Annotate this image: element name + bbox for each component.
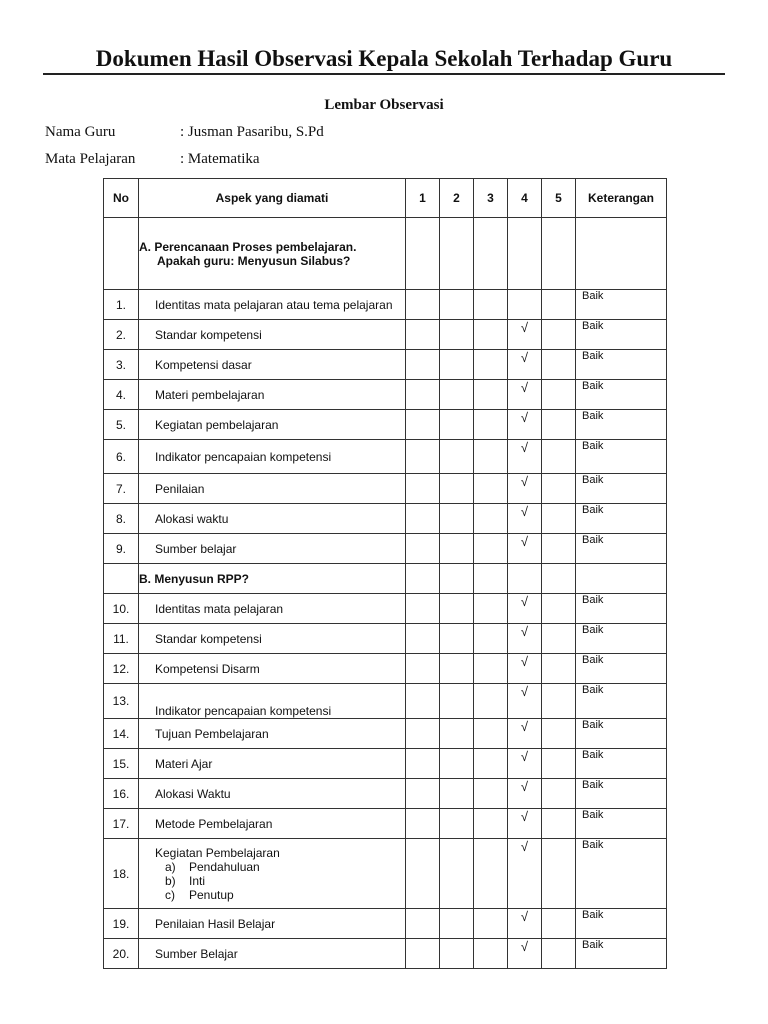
table-row — [104, 909, 667, 939]
score-cell-5 — [542, 380, 576, 410]
score-cell-4: √ — [508, 474, 542, 504]
score-cell-4: √ — [508, 624, 542, 654]
row-aspect: Indikator pencapaian kompetensi — [139, 684, 406, 719]
row-keterangan: Baik — [576, 909, 667, 939]
table-row — [104, 779, 667, 809]
row-aspect: Sumber belajar — [139, 534, 406, 564]
field-nama-guru — [45, 124, 324, 141]
score-cell-4: √ — [508, 909, 542, 939]
section-number-cell — [104, 564, 139, 594]
score-cell-2 — [440, 624, 474, 654]
row-aspect: Indikator pencapaian kompetensi — [139, 440, 406, 474]
row-aspect: Standar kompetensi — [139, 320, 406, 350]
sub-item — [155, 874, 405, 888]
score-cell-3 — [474, 504, 508, 534]
section-a-row — [104, 218, 667, 290]
score-cell-1 — [406, 939, 440, 969]
document-title: Dokumen Hasil Observasi Kepala Sekolah Terhadap Guru — [95, 46, 673, 71]
sub-item-letter: c) — [165, 887, 175, 902]
score-cell-2 — [440, 380, 474, 410]
row-number: 6. — [104, 440, 139, 474]
score-cell-3 — [474, 684, 508, 719]
table-row — [104, 350, 667, 380]
score-cell-5 — [542, 749, 576, 779]
score-cell-3 — [474, 779, 508, 809]
header-keterangan: Keterangan — [576, 179, 667, 218]
row-number: 8. — [104, 504, 139, 534]
row-aspect: Standar kompetensi — [139, 624, 406, 654]
score-cell-2 — [440, 504, 474, 534]
score-cell-2 — [440, 839, 474, 909]
table-row — [104, 809, 667, 839]
table-row — [104, 440, 667, 474]
header-score-1: 1 — [406, 179, 440, 218]
sub-item-text: Penutup — [189, 887, 234, 902]
score-cell-5 — [542, 410, 576, 440]
table-row — [104, 654, 667, 684]
score-cell-1 — [406, 684, 440, 719]
score-cell-2 — [440, 350, 474, 380]
score-cell-2 — [440, 809, 474, 839]
score-cell-5 — [542, 504, 576, 534]
score-cell-2 — [440, 749, 474, 779]
row-number: 2. — [104, 320, 139, 350]
row-aspect: Kegiatan Pembelajaran — [155, 845, 280, 860]
row-keterangan: Baik — [576, 624, 667, 654]
score-cell-4: √ — [508, 719, 542, 749]
table-row — [104, 474, 667, 504]
score-cell-4: √ — [508, 440, 542, 474]
score-cell-4: √ — [508, 534, 542, 564]
score-cell-5 — [542, 939, 576, 969]
row-keterangan: Baik — [576, 809, 667, 839]
score-cell-5 — [542, 684, 576, 719]
section-title: B. Menyusun RPP? — [139, 564, 406, 594]
row-keterangan: Baik — [576, 779, 667, 809]
score-cell-4 — [508, 218, 542, 290]
score-cell-2 — [440, 440, 474, 474]
score-cell-1 — [406, 654, 440, 684]
header-score-4: 4 — [508, 179, 542, 218]
section-title — [139, 218, 406, 290]
score-cell-4 — [508, 290, 542, 320]
score-cell-5 — [542, 564, 576, 594]
score-cell-3 — [474, 839, 508, 909]
score-cell-1 — [406, 749, 440, 779]
score-cell-3 — [474, 654, 508, 684]
score-cell-1 — [406, 380, 440, 410]
sub-item — [155, 860, 405, 874]
score-cell-4: √ — [508, 939, 542, 969]
score-cell-1 — [406, 594, 440, 624]
table-row — [104, 410, 667, 440]
score-cell-1 — [406, 909, 440, 939]
row-keterangan: Baik — [576, 654, 667, 684]
table-header-row — [104, 179, 667, 218]
score-cell-3 — [474, 320, 508, 350]
score-cell-3 — [474, 534, 508, 564]
score-cell-3 — [474, 218, 508, 290]
score-cell-2 — [440, 719, 474, 749]
score-cell-4: √ — [508, 654, 542, 684]
score-cell-3 — [474, 380, 508, 410]
row-aspect-group — [139, 839, 406, 909]
score-cell-5 — [542, 909, 576, 939]
row-aspect: Kompetensi Disarm — [139, 654, 406, 684]
row-keterangan: Baik — [576, 474, 667, 504]
score-cell-4: √ — [508, 779, 542, 809]
field-mata-pelajaran — [45, 151, 260, 168]
score-cell-3 — [474, 564, 508, 594]
score-cell-5 — [542, 839, 576, 909]
row-keterangan: Baik — [576, 440, 667, 474]
score-cell-2 — [440, 290, 474, 320]
score-cell-1 — [406, 290, 440, 320]
observation-table — [103, 178, 667, 969]
row-aspect: Penilaian Hasil Belajar — [139, 909, 406, 939]
section-a-line1: A. Perencanaan Proses pembelajaran. — [139, 239, 357, 254]
score-cell-4 — [508, 564, 542, 594]
table-row — [104, 534, 667, 564]
score-cell-4: √ — [508, 350, 542, 380]
field-label: Mata Pelajaran — [45, 151, 136, 167]
score-cell-1 — [406, 350, 440, 380]
row-aspect: Metode Pembelajaran — [139, 809, 406, 839]
row-aspect: Identitas mata pelajaran atau tema pelajaran — [139, 290, 406, 320]
score-cell-5 — [542, 440, 576, 474]
row-number: 7. — [104, 474, 139, 504]
score-cell-2 — [440, 684, 474, 719]
score-cell-2 — [440, 779, 474, 809]
table-row — [104, 594, 667, 624]
row-keterangan: Baik — [576, 320, 667, 350]
score-cell-5 — [542, 290, 576, 320]
row-keterangan: Baik — [576, 684, 667, 719]
score-cell-5 — [542, 474, 576, 504]
row-number: 4. — [104, 380, 139, 410]
table-body — [104, 218, 667, 969]
section-a-line2: Apakah guru: Menyusun Silabus? — [157, 253, 351, 268]
sub-item-letter: b) — [165, 873, 176, 888]
row-aspect: Alokasi Waktu — [139, 779, 406, 809]
row-number: 14. — [104, 719, 139, 749]
row-aspect: Kompetensi dasar — [139, 350, 406, 380]
score-cell-5 — [542, 654, 576, 684]
row-number: 18. — [104, 839, 139, 909]
score-cell-1 — [406, 624, 440, 654]
score-cell-2 — [440, 594, 474, 624]
row-aspect: Identitas mata pelajaran — [139, 594, 406, 624]
row-number: 10. — [104, 594, 139, 624]
table-row — [104, 624, 667, 654]
row-number: 12. — [104, 654, 139, 684]
score-cell-3 — [474, 749, 508, 779]
table-row — [104, 719, 667, 749]
title-divider — [43, 73, 725, 75]
header-score-3: 3 — [474, 179, 508, 218]
row-aspect: Penilaian — [139, 474, 406, 504]
score-cell-2 — [440, 474, 474, 504]
score-cell-4: √ — [508, 504, 542, 534]
row-number: 11. — [104, 624, 139, 654]
section-keterangan — [576, 564, 667, 594]
score-cell-5 — [542, 350, 576, 380]
score-cell-5 — [542, 534, 576, 564]
section-number-cell — [104, 218, 139, 290]
score-cell-3 — [474, 719, 508, 749]
row-keterangan: Baik — [576, 380, 667, 410]
table-row — [104, 939, 667, 969]
score-cell-1 — [406, 839, 440, 909]
row-keterangan: Baik — [576, 290, 667, 320]
row-number: 1. — [104, 290, 139, 320]
score-cell-2 — [440, 654, 474, 684]
score-cell-1 — [406, 719, 440, 749]
score-cell-4: √ — [508, 684, 542, 719]
row-aspect: Sumber Belajar — [139, 939, 406, 969]
header-no: No — [104, 179, 139, 218]
score-cell-4: √ — [508, 839, 542, 909]
score-cell-3 — [474, 909, 508, 939]
row-number: 5. — [104, 410, 139, 440]
sub-item-letter: a) — [165, 859, 176, 874]
row-keterangan: Baik — [576, 350, 667, 380]
score-cell-2 — [440, 939, 474, 969]
score-cell-4: √ — [508, 380, 542, 410]
row-keterangan: Baik — [576, 939, 667, 969]
sub-item — [155, 888, 405, 902]
row-keterangan: Baik — [576, 719, 667, 749]
row-keterangan: Baik — [576, 839, 667, 909]
score-cell-1 — [406, 534, 440, 564]
score-cell-5 — [542, 320, 576, 350]
score-cell-1 — [406, 474, 440, 504]
score-cell-1 — [406, 564, 440, 594]
row-keterangan: Baik — [576, 504, 667, 534]
row-number: 19. — [104, 909, 139, 939]
score-cell-2 — [440, 564, 474, 594]
score-cell-2 — [440, 534, 474, 564]
row-aspect: Materi pembelajaran — [139, 380, 406, 410]
row-number: 9. — [104, 534, 139, 564]
section-keterangan — [576, 218, 667, 290]
row-keterangan: Baik — [576, 594, 667, 624]
table-row — [104, 839, 667, 909]
sub-item-text: Pendahuluan — [189, 859, 260, 874]
score-cell-3 — [474, 410, 508, 440]
score-cell-5 — [542, 218, 576, 290]
score-cell-3 — [474, 624, 508, 654]
score-cell-4: √ — [508, 594, 542, 624]
field-value: : Jusman Pasaribu, S.Pd — [180, 124, 324, 140]
score-cell-2 — [440, 909, 474, 939]
field-label: Nama Guru — [45, 124, 116, 140]
table-row — [104, 749, 667, 779]
score-cell-4: √ — [508, 809, 542, 839]
table-row — [104, 320, 667, 350]
score-cell-3 — [474, 290, 508, 320]
score-cell-3 — [474, 474, 508, 504]
score-cell-1 — [406, 779, 440, 809]
row-aspect: Alokasi waktu — [139, 504, 406, 534]
score-cell-1 — [406, 410, 440, 440]
table-row — [104, 684, 667, 719]
score-cell-3 — [474, 594, 508, 624]
row-number: 16. — [104, 779, 139, 809]
field-value: : Matematika — [180, 151, 260, 167]
header-aspek: Aspek yang diamati — [139, 179, 406, 218]
score-cell-1 — [406, 440, 440, 474]
header-score-2: 2 — [440, 179, 474, 218]
row-number: 20. — [104, 939, 139, 969]
score-cell-5 — [542, 809, 576, 839]
score-cell-2 — [440, 410, 474, 440]
score-cell-3 — [474, 939, 508, 969]
row-aspect: Tujuan Pembelajaran — [139, 719, 406, 749]
table-row — [104, 504, 667, 534]
score-cell-5 — [542, 594, 576, 624]
row-keterangan: Baik — [576, 534, 667, 564]
score-cell-5 — [542, 719, 576, 749]
section-b-row — [104, 564, 667, 594]
score-cell-2 — [440, 218, 474, 290]
row-number: 17. — [104, 809, 139, 839]
row-keterangan: Baik — [576, 410, 667, 440]
row-aspect: Kegiatan pembelajaran — [139, 410, 406, 440]
table-row — [104, 380, 667, 410]
score-cell-5 — [542, 779, 576, 809]
score-cell-3 — [474, 440, 508, 474]
score-cell-4: √ — [508, 410, 542, 440]
sub-item-text: Inti — [189, 873, 206, 888]
row-number: 15. — [104, 749, 139, 779]
score-cell-5 — [542, 624, 576, 654]
score-cell-2 — [440, 320, 474, 350]
row-aspect: Materi Ajar — [139, 749, 406, 779]
row-number: 3. — [104, 350, 139, 380]
document-subtitle: Lembar Observasi — [324, 97, 444, 113]
score-cell-1 — [406, 320, 440, 350]
row-number: 13. — [104, 684, 139, 719]
score-cell-3 — [474, 350, 508, 380]
score-cell-3 — [474, 809, 508, 839]
row-keterangan: Baik — [576, 749, 667, 779]
score-cell-1 — [406, 218, 440, 290]
score-cell-1 — [406, 809, 440, 839]
table-row — [104, 290, 667, 320]
score-cell-4: √ — [508, 320, 542, 350]
score-cell-1 — [406, 504, 440, 534]
header-score-5: 5 — [542, 179, 576, 218]
score-cell-4: √ — [508, 749, 542, 779]
